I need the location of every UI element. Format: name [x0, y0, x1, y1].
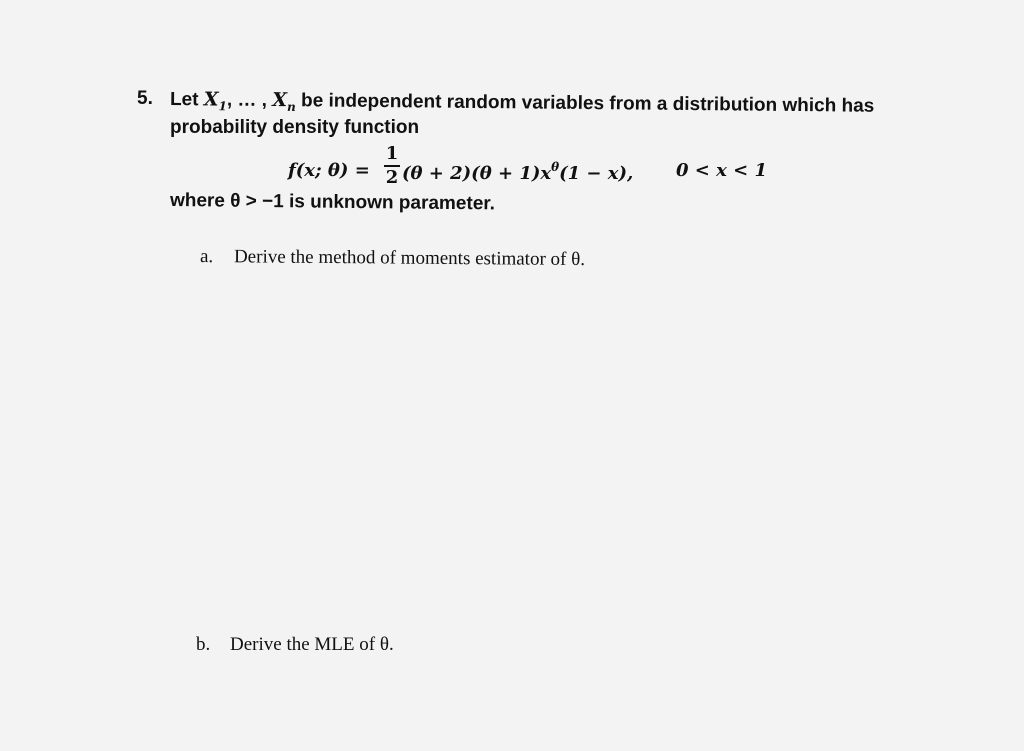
variable-x1: $X_1$ [203, 88, 227, 114]
part-b-text: Derive the MLE of θ. [230, 634, 394, 655]
variable-xn: $X_n$ [272, 88, 296, 115]
fraction-numerator: 1 [385, 143, 399, 164]
part-b [196, 634, 394, 656]
parameter-constraint: where θ > −1 is unknown parameter. [169, 190, 496, 215]
question-intro-line-1 [170, 88, 875, 120]
intro-text-start: Let [169, 89, 204, 111]
part-a-label: a. [199, 246, 214, 268]
part-b-label: b. [196, 634, 211, 655]
formula-fraction [383, 144, 401, 188]
formula-condition: 0 < x < 1 [676, 160, 768, 181]
part-a [200, 246, 585, 271]
density-formula [288, 144, 768, 196]
intro-text-end: be independent random variables from a distribution which has [295, 90, 875, 117]
formula-rhs: $(\theta + 2)(\theta + 1)x^\theta(1 - x)$, [402, 160, 634, 184]
fraction-denominator: 2 [385, 166, 399, 188]
intro-ellipsis: , … , [226, 89, 273, 111]
question-intro-line-2: probability density function [170, 117, 420, 138]
formula-lhs: f(x; θ) = [288, 160, 370, 181]
question-number: 5. [137, 88, 153, 109]
part-a-text: Derive the method of moments estimator of θ. [233, 246, 586, 271]
